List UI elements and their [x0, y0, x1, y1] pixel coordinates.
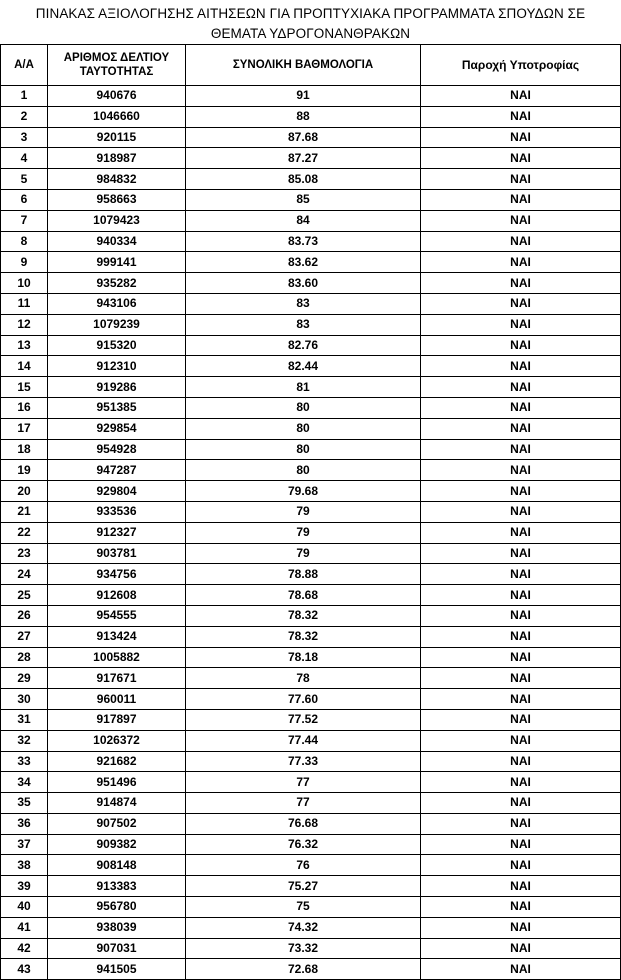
cell-scholarship: ΝΑΙ — [421, 605, 621, 626]
cell-scholarship: ΝΑΙ — [421, 314, 621, 335]
cell-aa: 21 — [1, 501, 48, 522]
cell-id-number: 903781 — [48, 543, 186, 564]
cell-scholarship: ΝΑΙ — [421, 293, 621, 314]
table-row — [1, 543, 621, 564]
cell-scholarship: ΝΑΙ — [421, 231, 621, 252]
cell-aa: 22 — [1, 522, 48, 543]
cell-id-number: 943106 — [48, 293, 186, 314]
cell-aa: 41 — [1, 917, 48, 938]
cell-total-score: 83.62 — [186, 252, 421, 273]
cell-total-score: 79 — [186, 501, 421, 522]
cell-scholarship: ΝΑΙ — [421, 460, 621, 481]
cell-total-score: 77.52 — [186, 709, 421, 730]
table-row — [1, 169, 621, 190]
cell-id-number: 909382 — [48, 834, 186, 855]
cell-total-score: 80 — [186, 397, 421, 418]
cell-aa: 30 — [1, 689, 48, 710]
cell-aa: 25 — [1, 585, 48, 606]
cell-total-score: 77.44 — [186, 730, 421, 751]
cell-scholarship: ΝΑΙ — [421, 813, 621, 834]
table-row — [1, 252, 621, 273]
cell-aa: 32 — [1, 730, 48, 751]
cell-scholarship: ΝΑΙ — [421, 481, 621, 502]
cell-aa: 4 — [1, 148, 48, 169]
cell-scholarship: ΝΑΙ — [421, 793, 621, 814]
cell-total-score: 78.18 — [186, 647, 421, 668]
table-row — [1, 314, 621, 335]
cell-total-score: 91 — [186, 86, 421, 107]
table-row — [1, 689, 621, 710]
cell-aa: 24 — [1, 564, 48, 585]
table-row — [1, 522, 621, 543]
cell-total-score: 85.08 — [186, 169, 421, 190]
cell-total-score: 83.73 — [186, 231, 421, 252]
cell-id-number: 1026372 — [48, 730, 186, 751]
cell-id-number: 999141 — [48, 252, 186, 273]
cell-aa: 2 — [1, 106, 48, 127]
table-row — [1, 439, 621, 460]
table-row — [1, 460, 621, 481]
table-row — [1, 751, 621, 772]
cell-aa: 6 — [1, 189, 48, 210]
table-row — [1, 231, 621, 252]
cell-id-number: 940676 — [48, 86, 186, 107]
cell-id-number: 1079423 — [48, 210, 186, 231]
cell-scholarship: ΝΑΙ — [421, 834, 621, 855]
cell-total-score: 78.32 — [186, 626, 421, 647]
cell-total-score: 77 — [186, 772, 421, 793]
cell-scholarship: ΝΑΙ — [421, 252, 621, 273]
cell-aa: 40 — [1, 897, 48, 918]
cell-total-score: 72.68 — [186, 959, 421, 980]
table-row — [1, 709, 621, 730]
cell-id-number: 919286 — [48, 377, 186, 398]
cell-total-score: 79 — [186, 522, 421, 543]
cell-total-score: 83 — [186, 293, 421, 314]
cell-id-number: 907502 — [48, 813, 186, 834]
table-row — [1, 813, 621, 834]
header-total-score: ΣΥΝΟΛΙΚΗ ΒΑΘΜΟΛΟΓΙΑ — [186, 45, 421, 86]
cell-id-number: 917671 — [48, 668, 186, 689]
cell-total-score: 84 — [186, 210, 421, 231]
table-row — [1, 377, 621, 398]
cell-scholarship: ΝΑΙ — [421, 377, 621, 398]
cell-aa: 28 — [1, 647, 48, 668]
cell-id-number: 912327 — [48, 522, 186, 543]
cell-total-score: 82.76 — [186, 335, 421, 356]
cell-aa: 15 — [1, 377, 48, 398]
cell-aa: 10 — [1, 273, 48, 294]
cell-id-number: 929854 — [48, 418, 186, 439]
cell-total-score: 81 — [186, 377, 421, 398]
cell-scholarship: ΝΑΙ — [421, 647, 621, 668]
cell-aa: 13 — [1, 335, 48, 356]
cell-scholarship: ΝΑΙ — [421, 668, 621, 689]
cell-aa: 31 — [1, 709, 48, 730]
table-row — [1, 834, 621, 855]
cell-id-number: 912310 — [48, 356, 186, 377]
table-row — [1, 86, 621, 107]
table-row — [1, 481, 621, 502]
cell-total-score: 73.32 — [186, 938, 421, 959]
table-row — [1, 626, 621, 647]
cell-aa: 38 — [1, 855, 48, 876]
table-row — [1, 585, 621, 606]
cell-id-number: 913424 — [48, 626, 186, 647]
cell-aa: 5 — [1, 169, 48, 190]
cell-aa: 43 — [1, 959, 48, 980]
cell-total-score: 80 — [186, 460, 421, 481]
cell-id-number: 1046660 — [48, 106, 186, 127]
cell-total-score: 85 — [186, 189, 421, 210]
cell-total-score: 77.60 — [186, 689, 421, 710]
header-id-number — [48, 45, 186, 86]
cell-total-score: 77.33 — [186, 751, 421, 772]
cell-aa: 1 — [1, 86, 48, 107]
cell-scholarship: ΝΑΙ — [421, 148, 621, 169]
cell-total-score: 76.68 — [186, 813, 421, 834]
cell-id-number: 941505 — [48, 959, 186, 980]
cell-id-number: 914874 — [48, 793, 186, 814]
cell-aa: 11 — [1, 293, 48, 314]
table-row — [1, 855, 621, 876]
cell-scholarship: ΝΑΙ — [421, 959, 621, 980]
cell-total-score: 74.32 — [186, 917, 421, 938]
cell-id-number: 929804 — [48, 481, 186, 502]
evaluation-table — [0, 44, 621, 980]
cell-scholarship: ΝΑΙ — [421, 709, 621, 730]
cell-scholarship: ΝΑΙ — [421, 585, 621, 606]
cell-id-number: 908148 — [48, 855, 186, 876]
cell-scholarship: ΝΑΙ — [421, 189, 621, 210]
cell-total-score: 79 — [186, 543, 421, 564]
cell-id-number: 913383 — [48, 876, 186, 897]
header-scholarship: Παροχή Υποτροφίας — [421, 45, 621, 86]
table-row — [1, 959, 621, 980]
cell-scholarship: ΝΑΙ — [421, 522, 621, 543]
cell-scholarship: ΝΑΙ — [421, 543, 621, 564]
table-row — [1, 668, 621, 689]
table-row — [1, 772, 621, 793]
table-row — [1, 356, 621, 377]
table-row — [1, 647, 621, 668]
cell-total-score: 78.88 — [186, 564, 421, 585]
cell-id-number: 954555 — [48, 605, 186, 626]
cell-scholarship: ΝΑΙ — [421, 501, 621, 522]
table-row — [1, 397, 621, 418]
cell-id-number: 935282 — [48, 273, 186, 294]
table-row — [1, 418, 621, 439]
cell-aa: 8 — [1, 231, 48, 252]
table-body — [1, 86, 621, 980]
table-row — [1, 793, 621, 814]
table-row — [1, 564, 621, 585]
cell-id-number: 951496 — [48, 772, 186, 793]
cell-scholarship: ΝΑΙ — [421, 689, 621, 710]
cell-scholarship: ΝΑΙ — [421, 564, 621, 585]
cell-aa: 33 — [1, 751, 48, 772]
title-line-2: ΘΕΜΑΤΑ ΥΔΡΟΓΟΝΑΝΘΡΑΚΩΝ — [210, 26, 411, 41]
table-row — [1, 938, 621, 959]
cell-scholarship: ΝΑΙ — [421, 876, 621, 897]
cell-total-score: 79.68 — [186, 481, 421, 502]
cell-total-score: 80 — [186, 439, 421, 460]
cell-total-score: 87.68 — [186, 127, 421, 148]
cell-id-number: 984832 — [48, 169, 186, 190]
table-row — [1, 730, 621, 751]
cell-total-score: 83 — [186, 314, 421, 335]
cell-total-score: 76 — [186, 855, 421, 876]
cell-id-number: 912608 — [48, 585, 186, 606]
cell-id-number: 956780 — [48, 897, 186, 918]
table-row — [1, 210, 621, 231]
cell-aa: 29 — [1, 668, 48, 689]
cell-id-number: 938039 — [48, 917, 186, 938]
cell-id-number: 907031 — [48, 938, 186, 959]
cell-aa: 26 — [1, 605, 48, 626]
table-row — [1, 148, 621, 169]
cell-total-score: 82.44 — [186, 356, 421, 377]
cell-id-number: 918987 — [48, 148, 186, 169]
cell-total-score: 76.32 — [186, 834, 421, 855]
cell-id-number: 960011 — [48, 689, 186, 710]
cell-total-score: 80 — [186, 418, 421, 439]
cell-aa: 19 — [1, 460, 48, 481]
cell-total-score: 78 — [186, 668, 421, 689]
cell-total-score: 88 — [186, 106, 421, 127]
cell-total-score: 78.68 — [186, 585, 421, 606]
cell-scholarship: ΝΑΙ — [421, 210, 621, 231]
cell-scholarship: ΝΑΙ — [421, 106, 621, 127]
table-row — [1, 917, 621, 938]
page-title — [0, 0, 621, 40]
cell-total-score: 87.27 — [186, 148, 421, 169]
cell-aa: 27 — [1, 626, 48, 647]
table-row — [1, 106, 621, 127]
header-id-line-2: ΤΑΥΤΟΤΗΤΑΣ — [79, 66, 154, 78]
cell-aa: 7 — [1, 210, 48, 231]
cell-aa: 23 — [1, 543, 48, 564]
cell-total-score: 83.60 — [186, 273, 421, 294]
cell-scholarship: ΝΑΙ — [421, 127, 621, 148]
cell-aa: 12 — [1, 314, 48, 335]
cell-aa: 17 — [1, 418, 48, 439]
cell-id-number: 933536 — [48, 501, 186, 522]
cell-id-number: 958663 — [48, 189, 186, 210]
cell-id-number: 1079239 — [48, 314, 186, 335]
cell-aa: 37 — [1, 834, 48, 855]
cell-aa: 20 — [1, 481, 48, 502]
cell-id-number: 915320 — [48, 335, 186, 356]
cell-scholarship: ΝΑΙ — [421, 855, 621, 876]
table-row — [1, 293, 621, 314]
table-row — [1, 273, 621, 294]
table-row — [1, 501, 621, 522]
cell-scholarship: ΝΑΙ — [421, 917, 621, 938]
header-aa: Α/Α — [1, 45, 48, 86]
cell-aa: 9 — [1, 252, 48, 273]
cell-scholarship: ΝΑΙ — [421, 397, 621, 418]
cell-scholarship: ΝΑΙ — [421, 335, 621, 356]
cell-id-number: 951385 — [48, 397, 186, 418]
cell-id-number: 940334 — [48, 231, 186, 252]
cell-total-score: 78.32 — [186, 605, 421, 626]
table-row — [1, 605, 621, 626]
cell-aa: 34 — [1, 772, 48, 793]
cell-id-number: 921682 — [48, 751, 186, 772]
cell-total-score: 77 — [186, 793, 421, 814]
cell-id-number: 920115 — [48, 127, 186, 148]
cell-scholarship: ΝΑΙ — [421, 169, 621, 190]
table-row — [1, 127, 621, 148]
cell-total-score: 75.27 — [186, 876, 421, 897]
cell-total-score: 75 — [186, 897, 421, 918]
cell-scholarship: ΝΑΙ — [421, 938, 621, 959]
cell-scholarship: ΝΑΙ — [421, 751, 621, 772]
cell-scholarship: ΝΑΙ — [421, 273, 621, 294]
cell-id-number: 917897 — [48, 709, 186, 730]
table-row — [1, 335, 621, 356]
cell-aa: 16 — [1, 397, 48, 418]
cell-aa: 3 — [1, 127, 48, 148]
cell-aa: 14 — [1, 356, 48, 377]
cell-scholarship: ΝΑΙ — [421, 730, 621, 751]
cell-aa: 42 — [1, 938, 48, 959]
cell-scholarship: ΝΑΙ — [421, 772, 621, 793]
cell-scholarship: ΝΑΙ — [421, 439, 621, 460]
cell-scholarship: ΝΑΙ — [421, 356, 621, 377]
cell-id-number: 954928 — [48, 439, 186, 460]
table-row — [1, 189, 621, 210]
cell-scholarship: ΝΑΙ — [421, 86, 621, 107]
cell-aa: 36 — [1, 813, 48, 834]
cell-aa: 35 — [1, 793, 48, 814]
cell-id-number: 947287 — [48, 460, 186, 481]
cell-scholarship: ΝΑΙ — [421, 626, 621, 647]
cell-scholarship: ΝΑΙ — [421, 418, 621, 439]
cell-id-number: 934756 — [48, 564, 186, 585]
header-row — [1, 45, 621, 86]
table-row — [1, 897, 621, 918]
cell-scholarship: ΝΑΙ — [421, 897, 621, 918]
table-row — [1, 876, 621, 897]
cell-aa: 39 — [1, 876, 48, 897]
header-id-line-1: ΑΡΙΘΜΟΣ ΔΕΛΤΙΟΥ — [63, 52, 170, 64]
cell-aa: 18 — [1, 439, 48, 460]
cell-id-number: 1005882 — [48, 647, 186, 668]
title-line-1: ΠΙΝΑΚΑΣ ΑΞΙΟΛΟΓΗΣΗΣ ΑΙΤΗΣΕΩΝ ΓΙΑ ΠΡΟΠΤΥΧΙΑΚΑ ΠΡΟΓΡΑΜΜΑΤΑ ΣΠΟΥΔΩΝ ΣΕ — [35, 6, 586, 21]
